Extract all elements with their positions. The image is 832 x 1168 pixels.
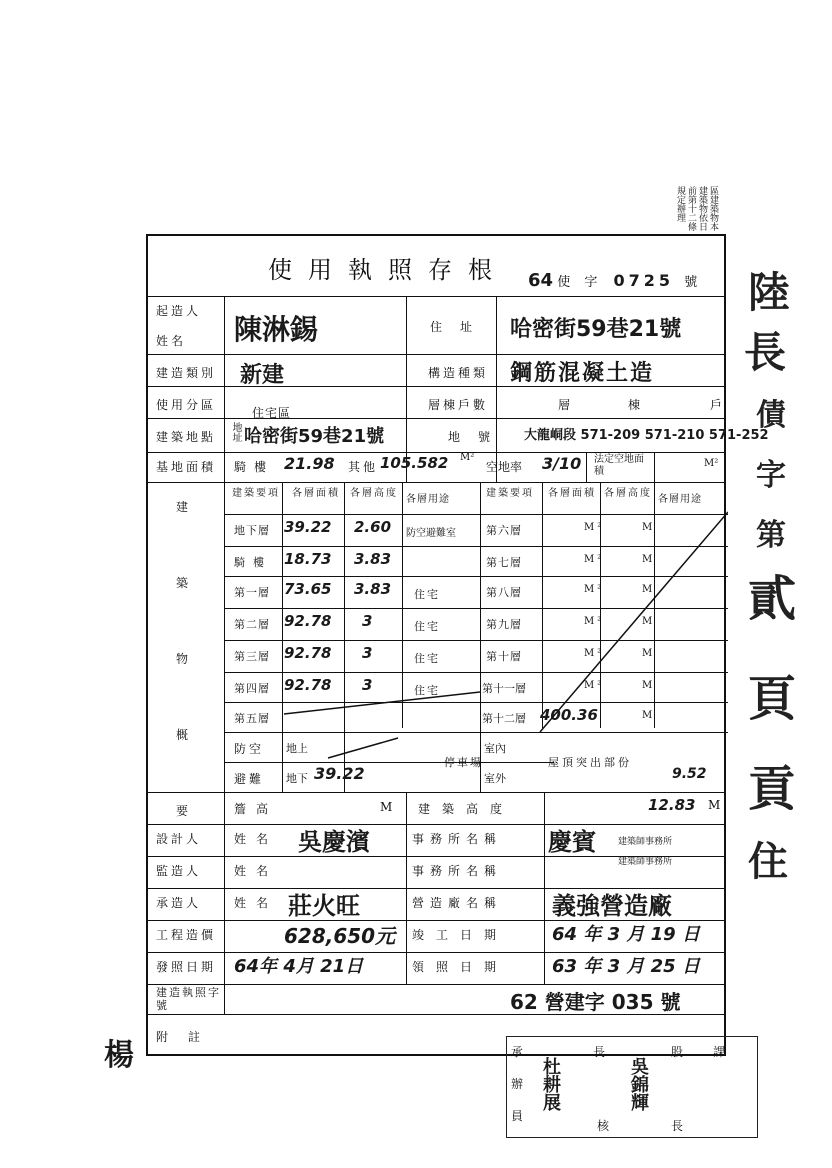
floor-item: 第四層 bbox=[234, 682, 270, 695]
m-unit: M bbox=[708, 798, 724, 812]
signoff-char: 股 bbox=[671, 1045, 687, 1059]
floors-unit-household: 戶 bbox=[710, 398, 726, 412]
right-margin-char: 長 bbox=[744, 328, 787, 377]
completion-label: 竣工日期 bbox=[412, 928, 509, 942]
m2-unit: M² bbox=[460, 452, 475, 463]
completion-value: 64 年 3 月 19 日 bbox=[552, 924, 700, 945]
m2-unit: M² bbox=[704, 458, 719, 469]
supervisor-office-label: 事務所名稱 bbox=[412, 864, 503, 878]
floor-height: 3 bbox=[362, 676, 373, 694]
floor-use: 住宅 bbox=[414, 684, 440, 697]
floor-use: 住宅 bbox=[414, 620, 440, 633]
use-zone-value: 住宅區 bbox=[252, 406, 292, 420]
floor-height: 2.60 bbox=[354, 518, 392, 536]
contractor-label: 承造人 bbox=[156, 896, 202, 910]
above-label: 地上 bbox=[286, 742, 308, 755]
right-floor-item: 第十二層 bbox=[482, 712, 526, 725]
floor-item: 第二層 bbox=[234, 618, 270, 631]
right-margin-char: 貢 bbox=[748, 761, 797, 817]
site-label: 建築地點 bbox=[156, 430, 217, 444]
firm-label: 營造廠名稱 bbox=[412, 896, 503, 910]
right-margin-char: 第 bbox=[756, 518, 786, 553]
right-floor-item: 第十層 bbox=[486, 650, 522, 663]
m-unit: M bbox=[642, 648, 656, 659]
m2-unit: M² bbox=[584, 648, 605, 659]
signoff-name-1: 杜耕展 bbox=[540, 1057, 561, 1111]
issue-label: 發照日期 bbox=[156, 960, 217, 974]
m2-unit: M² bbox=[584, 522, 605, 533]
right-margin-char: 字 bbox=[756, 458, 786, 493]
arcade-label: 騎樓 bbox=[234, 460, 275, 474]
side-char: 概 bbox=[176, 728, 192, 742]
floor-item: 第五層 bbox=[234, 712, 270, 725]
permit-label: 建造執照字號 bbox=[156, 986, 221, 1012]
right-margin-column bbox=[742, 260, 832, 1080]
cost-label: 工程造價 bbox=[156, 928, 217, 942]
use-zone-label: 使用分區 bbox=[156, 398, 217, 412]
indoor-label: 室內 bbox=[484, 742, 506, 755]
contractor-name: 莊火旺 bbox=[288, 892, 360, 920]
site-addr-value: 哈密街59巷21號 bbox=[244, 426, 385, 447]
permit-stub-form bbox=[146, 234, 769, 1056]
other-label: 其他 bbox=[348, 460, 379, 474]
form-title: 使用執照存根 bbox=[268, 256, 508, 284]
floor-area: 92.78 bbox=[284, 676, 332, 694]
floor-height: 3.83 bbox=[354, 580, 392, 598]
signoff-name-2: 吳錦輝 bbox=[628, 1057, 649, 1111]
designer-office-stamp: 建築師事務所 bbox=[618, 837, 673, 847]
permit-value: 62 營建字 035 號 bbox=[510, 990, 681, 1014]
floor-height: 3 bbox=[362, 644, 373, 662]
right-margin-char: 債 bbox=[756, 398, 786, 433]
m-unit: M bbox=[642, 710, 656, 721]
floors-unit-building: 棟 bbox=[628, 398, 644, 412]
floor-area: 92.78 bbox=[284, 644, 332, 662]
strike-line bbox=[328, 738, 398, 758]
contractor-name-label: 姓名 bbox=[234, 896, 279, 910]
char2: 字 bbox=[584, 275, 598, 290]
signoff-char: 長 bbox=[671, 1119, 687, 1133]
total-area: 400.36 bbox=[540, 706, 598, 724]
col-header: 各層用途 bbox=[658, 494, 702, 505]
right-margin-char: 住 bbox=[748, 838, 788, 885]
col-header: 各層高度 bbox=[350, 488, 398, 499]
other-value: 105.582 bbox=[380, 454, 449, 472]
floors-unit-layer: 層 bbox=[558, 398, 574, 412]
floor-height: 3 bbox=[362, 612, 373, 630]
structure-value: 鋼筋混凝土造 bbox=[510, 361, 655, 386]
col-header: 建築要項 bbox=[232, 488, 280, 499]
right-margin-char: 頁 bbox=[748, 671, 797, 727]
strike-line bbox=[540, 512, 728, 732]
builder-name-value: 陳淋錫 bbox=[234, 313, 319, 346]
roof-label: 屋頂突出部份 bbox=[548, 756, 632, 769]
coverage-label: 空地率 bbox=[486, 460, 523, 474]
signoff-box bbox=[506, 1036, 758, 1138]
address-label: 住址 bbox=[430, 320, 491, 334]
supervisor-office-stamp: 建築師事務所 bbox=[618, 857, 673, 867]
right-margin-char: 陸 bbox=[748, 268, 791, 317]
supervisor-name-label: 姓名 bbox=[234, 864, 279, 878]
parking-label: 停車場 bbox=[444, 756, 483, 769]
builder-label: 起造人 bbox=[156, 304, 202, 318]
note-label: 附註 bbox=[156, 1030, 221, 1044]
below-label: 地下 bbox=[286, 772, 308, 785]
legal-open-label: 法定空地面積 bbox=[594, 454, 644, 477]
roof-value: 9.52 bbox=[672, 766, 707, 782]
side-char: 建 bbox=[176, 500, 192, 514]
cost-value: 628,650元 bbox=[284, 924, 396, 948]
designer-label: 設計人 bbox=[156, 832, 202, 846]
issue-value: 64年 4月 21日 bbox=[234, 956, 364, 977]
signoff-char: 課 bbox=[713, 1045, 729, 1059]
m-unit: M bbox=[380, 800, 396, 814]
floor-area: 92.78 bbox=[284, 612, 332, 630]
arcade-value: 21.98 bbox=[284, 454, 335, 473]
right-floor-item: 第六層 bbox=[486, 524, 522, 537]
left-margin-mark: 楊 bbox=[104, 1038, 134, 1073]
receive-value: 63 年 3 月 25 日 bbox=[552, 956, 700, 977]
floor-use: 住宅 bbox=[414, 652, 440, 665]
floor-area: 18.73 bbox=[284, 550, 332, 568]
col-header: 建築要項 bbox=[486, 488, 534, 499]
m2-unit: M² bbox=[584, 616, 605, 627]
category-value: 新建 bbox=[240, 363, 285, 388]
base-area-label: 基地面積 bbox=[156, 460, 217, 474]
coverage-value: 3/10 bbox=[542, 454, 582, 473]
address-value: 哈密街59巷21號 bbox=[510, 317, 682, 342]
designer-name: 吳慶濱 bbox=[298, 828, 370, 856]
col-header: 各層面積 bbox=[292, 488, 340, 499]
right-floor-item: 第八層 bbox=[486, 586, 522, 599]
m2-unit: M² bbox=[584, 680, 605, 691]
floor-use: 防空避難室 bbox=[406, 528, 456, 539]
signoff-char: 核 bbox=[597, 1119, 613, 1133]
firm-value: 義強營造廠 bbox=[552, 892, 672, 920]
shelter-label-1: 防空 bbox=[234, 742, 265, 756]
m-unit: M bbox=[642, 554, 656, 565]
right-floor-item: 第九層 bbox=[486, 618, 522, 631]
floor-item: 地下層 bbox=[234, 524, 270, 537]
side-char: 築 bbox=[176, 576, 192, 590]
side-char: 要 bbox=[176, 804, 192, 818]
receive-label: 領照日期 bbox=[412, 960, 509, 974]
m-unit: M bbox=[642, 680, 656, 691]
side-char: 物 bbox=[176, 652, 192, 666]
bldg-height-value: 12.83 bbox=[648, 796, 696, 814]
col-header: 各層用途 bbox=[406, 494, 450, 505]
signoff-char: 承 bbox=[511, 1045, 527, 1059]
right-margin-char: 貳 bbox=[748, 571, 797, 627]
designer-name-label: 姓名 bbox=[234, 832, 279, 846]
floor-item: 騎樓 bbox=[234, 556, 272, 569]
floor-item: 第三層 bbox=[234, 650, 270, 663]
right-floor-item: 第七層 bbox=[486, 556, 522, 569]
m2-unit: M² bbox=[584, 584, 605, 595]
top-note: 區建築物本建築物依日前第十二條規定辦理 bbox=[675, 186, 718, 231]
signoff-char: 長 bbox=[593, 1045, 609, 1059]
m2-unit: M² bbox=[584, 554, 605, 565]
shelter-label-2: 避難 bbox=[234, 772, 265, 786]
builder-name-label: 姓名 bbox=[156, 334, 187, 348]
eave-label: 簷高 bbox=[234, 802, 279, 816]
m-unit: M bbox=[642, 522, 656, 533]
designer-office-label: 事務所名稱 bbox=[412, 832, 503, 846]
structure-label: 構造種類 bbox=[428, 366, 489, 380]
below-value: 39.22 bbox=[314, 764, 365, 783]
permit-number-line bbox=[528, 270, 697, 291]
floor-item: 第一層 bbox=[234, 586, 270, 599]
site-addr-label: 地址 bbox=[230, 422, 241, 442]
signoff-char: 員 bbox=[511, 1109, 527, 1123]
suffix: 號 bbox=[684, 275, 698, 290]
strike-line bbox=[284, 692, 480, 714]
lot-label: 地號 bbox=[448, 430, 509, 444]
bldg-height-label: 建築高度 bbox=[418, 802, 515, 816]
floors-label: 層棟戶數 bbox=[428, 398, 489, 412]
col-header: 各層高度 bbox=[604, 488, 652, 499]
outdoor-label: 室外 bbox=[484, 772, 506, 785]
signoff-char: 辦 bbox=[511, 1077, 527, 1091]
lot-value: 大龍峒段 571-209 571-210 571-252 bbox=[524, 428, 769, 443]
floor-area: 73.65 bbox=[284, 580, 332, 598]
supervisor-label: 監造人 bbox=[156, 864, 202, 878]
char1: 使 bbox=[557, 275, 571, 290]
year-value: 64 bbox=[528, 270, 554, 291]
col-header: 各層面積 bbox=[548, 488, 596, 499]
permit-number: 0725 bbox=[613, 271, 675, 290]
right-floor-item: 第十一層 bbox=[482, 682, 526, 695]
floor-height: 3.83 bbox=[354, 550, 392, 568]
floor-use: 住宅 bbox=[414, 588, 440, 601]
m-unit: M bbox=[642, 616, 656, 627]
floor-area: 39.22 bbox=[284, 518, 332, 536]
designer-office: 慶賓 bbox=[548, 828, 596, 856]
m-unit: M bbox=[642, 584, 656, 595]
category-label: 建造類別 bbox=[156, 366, 217, 380]
